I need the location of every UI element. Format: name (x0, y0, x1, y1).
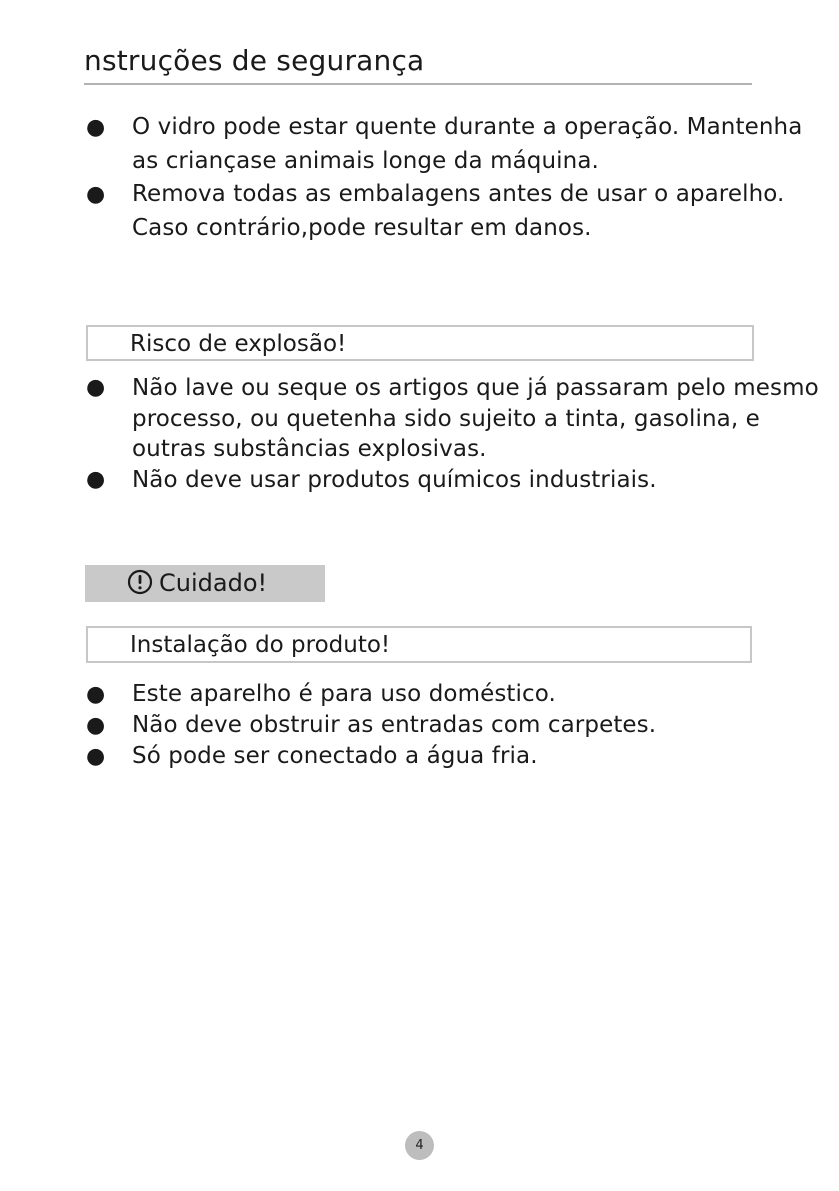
list-item-line: Não deve obstruir as entradas com carpetes. (132, 712, 657, 738)
bullet-icon: ● (86, 713, 106, 738)
list-item (84, 465, 819, 496)
exclamation-circle-icon (127, 569, 153, 595)
list-item-line: Remova todas as embalagens antes de usar o aparelho. (132, 181, 785, 207)
header-divider (84, 83, 752, 85)
list-item-line: Este aparelho é para uso doméstico. (132, 681, 556, 707)
bullet-icon: ● (86, 744, 106, 769)
list-item-line: outras substâncias explosivas. (132, 436, 487, 462)
explosion-risk-heading: Risco de explosão! (86, 325, 754, 361)
caution-label: Cuidado! (159, 569, 268, 597)
list-item-line: O vidro pode estar quente durante a operação. Mantenha (132, 114, 803, 140)
list-item (84, 373, 819, 465)
page-number-badge: 4 (405, 1131, 434, 1160)
glass-safety-list (84, 111, 802, 245)
bullet-icon: ● (86, 375, 106, 400)
list-item-line: as criançase animais longe da máquina. (132, 147, 599, 174)
list-item-line: Não deve usar produtos químicos industriais. (132, 466, 657, 493)
list-item (84, 710, 656, 741)
bullet-icon: ● (86, 115, 106, 140)
bullet-icon: ● (86, 182, 106, 207)
list-item-line: processo, ou quetenha sido sujeito a tinta, gasolina, e (132, 405, 760, 432)
caution-banner (85, 565, 325, 602)
installation-list (84, 679, 656, 772)
explosion-risk-list (84, 373, 819, 495)
list-item (84, 178, 802, 245)
list-item (84, 679, 656, 710)
list-item-line: Caso contrário,pode resultar em danos. (132, 214, 592, 241)
page-title: nstruções de segurança (84, 44, 425, 77)
list-item (84, 111, 802, 178)
bullet-icon: ● (86, 682, 106, 707)
list-item (84, 741, 656, 772)
list-item-line: Não lave ou seque os artigos que já passaram pelo mesmo (132, 375, 819, 401)
bullet-icon: ● (86, 466, 106, 492)
list-item-line: Só pode ser conectado a água fria. (132, 743, 538, 769)
installation-heading: Instalação do produto! (86, 626, 752, 663)
